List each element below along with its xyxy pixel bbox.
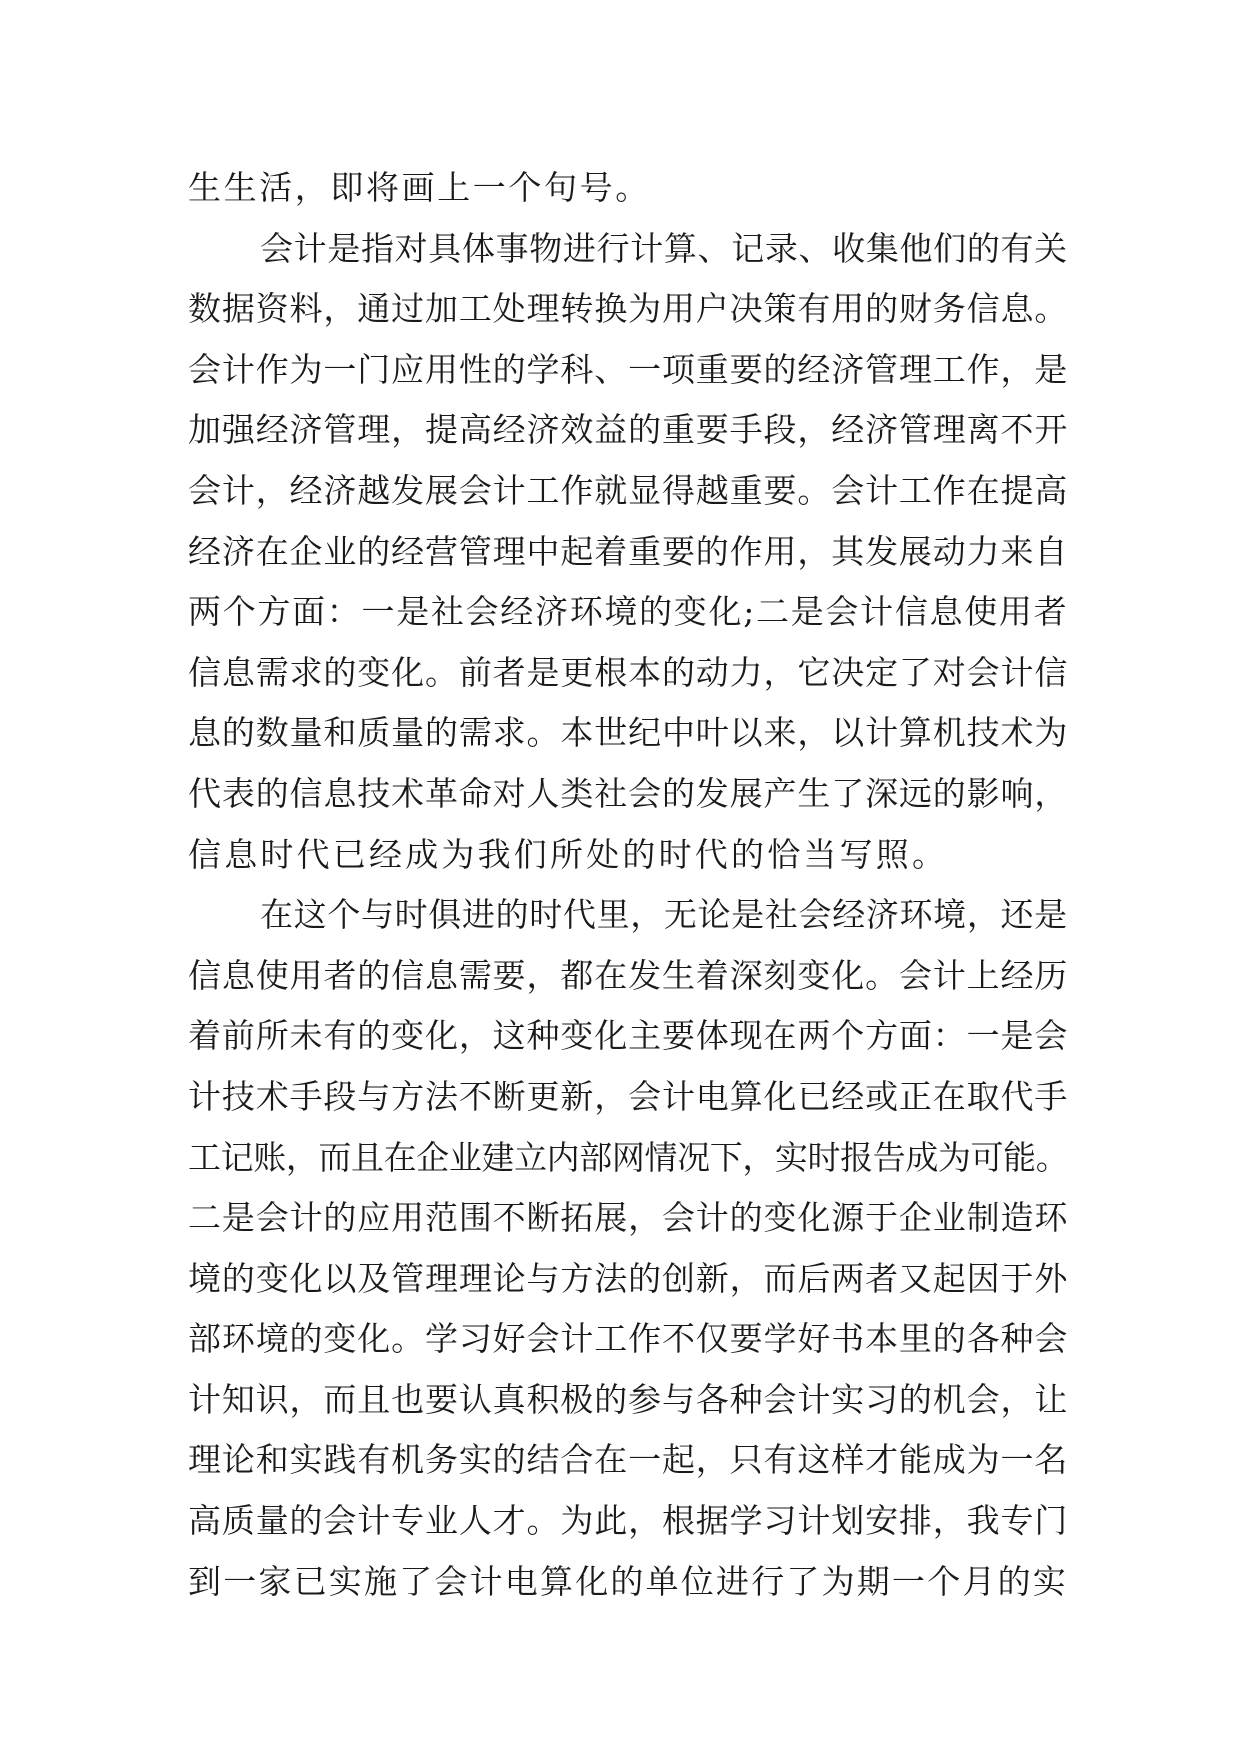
text-line: 信息使用者的信息需要，都在发生着深刻变化。会计上经历 [188,955,1069,995]
text-line: 生生活，即将画上一个句号。 [188,168,651,207]
text-line: 代表的信息技术革命对人类社会的发展产生了深远的影响， [188,773,1069,813]
text-line: 计知识，而且也要认真积极的参与各种会计实习的机会，让 [188,1379,1069,1419]
text-line: 信息时代已经成为我们所处的时代的恰当写照。 [188,834,949,874]
text-line: 高质量的会计专业人才。为此，根据学习计划安排，我专门 [188,1501,1069,1541]
text-line: 工记账，而且在企业建立内部网情况下，实时报告成为可能。 [188,1137,1069,1177]
text-line: 二是会计的应用范围不断拓展，会计的变化源于企业制造环 [188,1198,1069,1238]
text-line: 理论和实践有机务实的结合在一起，只有这样才能成为一名 [188,1440,1069,1480]
text-line: 会计，经济越发展会计工作就显得越重要。会计工作在提高 [188,470,1069,510]
text-line: 加强经济管理，提高经济效益的重要手段，经济管理离不开 [188,410,1069,450]
text-line: 信息需求的变化。前者是更根本的动力，它决定了对会计信 [188,652,1069,692]
text-line: 两个方面：一是社会经济环境的变化;二是会计信息使用者 [188,592,1069,632]
text-line: 数据资料，通过加工处理转换为用户决策有用的财务信息。 [188,289,1069,329]
paragraph-first-line: 在这个与时俱进的时代里，无论是社会经济环境，还是 [260,895,1068,935]
paragraph-first-line: 会计是指对具体事物进行计算、记录、收集他们的有关 [260,228,1068,268]
text-line: 会计作为一门应用性的学科、一项重要的经济管理工作，是 [188,349,1069,389]
text-line: 息的数量和质量的需求。本世纪中叶以来，以计算机技术为 [188,713,1069,753]
text-line: 经济在企业的经营管理中起着重要的作用，其发展动力来自 [188,531,1069,571]
text-line: 着前所未有的变化，这种变化主要体现在两个方面：一是会 [188,1016,1069,1056]
text-line: 到一家已实施了会计电算化的单位进行了为期一个月的实 [188,1561,1068,1601]
text-line: 境的变化以及管理理论与方法的创新，而后两者又起因于外 [188,1258,1069,1298]
body-text [188,158,1068,1612]
text-line: 部环境的变化。学习好会计工作不仅要学好书本里的各种会 [188,1319,1069,1359]
text-line: 计技术手段与方法不断更新，会计电算化已经或正在取代手 [188,1076,1069,1116]
